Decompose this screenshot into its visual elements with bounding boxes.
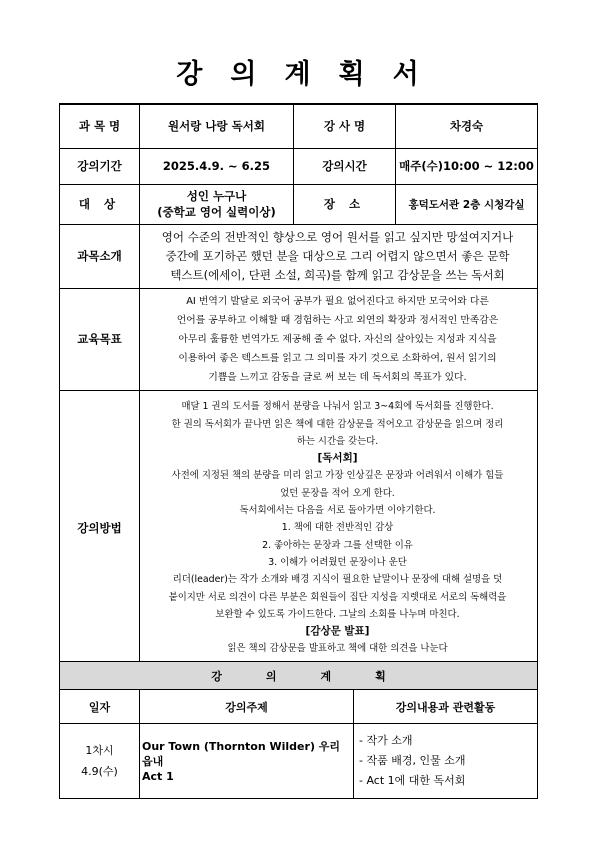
period-label: 강의기간 xyxy=(60,148,140,184)
method-subheading: [감상문 발표] xyxy=(305,625,370,638)
target-line-2: (중학교 영어 실력이상) xyxy=(157,205,276,219)
title-char: 서 xyxy=(392,59,419,90)
intro-row xyxy=(60,224,538,288)
plan-heading-char: 강 xyxy=(211,669,222,683)
session-number: 1차시 xyxy=(85,744,114,757)
plan-heading-row xyxy=(60,662,538,690)
goal-line: 언어를 공부하고 이해할 때 경험하는 사고 외연의 확장과 정서적인 만족감은 xyxy=(176,314,499,326)
topic-line: Act 1 xyxy=(142,769,174,783)
goal-label: 교육목표 xyxy=(60,288,140,390)
lecturer-label: 강 사 명 xyxy=(294,104,396,148)
info-row-target xyxy=(60,184,538,224)
title-char: 강 xyxy=(176,59,203,90)
method-line: 2. 좋아하는 문장과 그를 선택한 이유 xyxy=(262,539,413,551)
activity-item: - 작품 배경, 인물 소개 xyxy=(359,754,466,767)
goal-row xyxy=(60,288,538,390)
plan-heading xyxy=(60,662,538,690)
method-line: 하는 시간을 갖는다. xyxy=(296,435,379,447)
lecturer-value: 차경숙 xyxy=(396,104,538,148)
method-line: 리더(leader)는 작가 소개와 배경 지식이 필요한 낱말이나 문장에 대해 설명을 덧 xyxy=(172,574,503,586)
method-line: 붙이지만 서로 의견이 다른 부분은 회원들이 집단 지성을 지렛대로 서로의 독해력을 xyxy=(168,591,507,603)
method-line: 3. 이해가 어려웠던 문장이나 운단 xyxy=(268,556,407,568)
activity-item: - Act 1에 대한 독서회 xyxy=(359,774,466,787)
goal-line: 이용하여 좋은 텍스트를 읽고 그 의미를 자기 것으로 소화하여, 원서 읽기의 xyxy=(178,352,497,364)
goal-line: AI 번역기 발달로 외국어 공부가 필요 없어진다고 하지만 모국어와 다른 xyxy=(186,295,489,307)
method-line: 1. 책에 대한 전반적인 감상 xyxy=(281,522,394,534)
col-topic-header: 강의주제 xyxy=(140,690,354,724)
method-line: 읽은 책의 감상문을 발표하고 책에 대한 의견을 나눈다 xyxy=(227,643,448,655)
topic-line: Our Town (Thornton Wilder) 우리 읍내 xyxy=(142,739,341,768)
table-row xyxy=(60,724,538,799)
activity-item: - 작가 소개 xyxy=(359,734,413,747)
method-row xyxy=(60,390,538,666)
place-label: 장 소 xyxy=(294,184,396,224)
session-cell xyxy=(60,724,140,799)
col-activities-header: 강의내용과 관련활동 xyxy=(354,690,538,724)
target-label: 대 상 xyxy=(60,184,140,224)
topic-cell xyxy=(140,724,354,799)
method-line: 매달 1 권의 도서를 정해서 분량을 나눠서 읽고 3~4회에 독서회를 진행한다. xyxy=(181,401,494,413)
intro-line: 중간에 포기하곤 했던 분을 대상으로 그리 어렵지 않으면서 좋은 문학 xyxy=(165,248,510,263)
title-char: 계 xyxy=(284,59,311,90)
goal-text xyxy=(140,288,538,390)
course-label: 과 목 명 xyxy=(60,104,140,148)
course-info-table xyxy=(59,103,538,667)
plan-heading-char: 의 xyxy=(265,669,277,683)
plan-heading-char: 획 xyxy=(375,669,386,683)
info-row-course xyxy=(60,104,538,148)
info-row-period xyxy=(60,148,538,184)
method-text xyxy=(140,390,538,666)
method-line: 었던 문장을 적어 오게 한다. xyxy=(280,487,395,499)
intro-line: 영어 수준의 전반적인 향상으로 영어 원서를 읽고 싶지만 망설여지거나 xyxy=(161,229,514,244)
course-value: 원서랑 나랑 독서회 xyxy=(140,104,294,148)
time-label: 강의시간 xyxy=(294,148,396,184)
goal-line: 기쁨을 느끼고 감동을 글로 써 보는 데 독서회의 목표가 있다. xyxy=(208,371,467,383)
title-char: 의 xyxy=(230,59,257,90)
plan-column-header-row xyxy=(60,690,538,724)
method-line: 사전에 지정된 책의 분량을 미리 읽고 가장 인상깊은 문장과 어려워서 이해가 힘들 xyxy=(171,470,504,482)
target-value xyxy=(140,184,294,224)
method-line: 보완할 수 있도록 가이드한다. 그날의 소회를 나누며 마친다. xyxy=(215,608,460,620)
period-value: 2025.4.9. ~ 6.25 xyxy=(140,148,294,184)
goal-line: 아무리 훌륭한 번역가도 제공해 줄 수 없다. 자신의 살아있는 지성과 지식을 xyxy=(178,333,497,345)
time-value: 매주(수)10:00 ~ 12:00 xyxy=(396,148,538,184)
lecture-plan-table xyxy=(59,661,538,799)
intro-label: 과목소개 xyxy=(60,224,140,288)
method-subheading: [독서회] xyxy=(317,452,358,465)
activities-cell xyxy=(354,724,538,799)
target-line-1: 성인 누구나 xyxy=(186,189,247,203)
place-value: 홍덕도서관 2층 시청각실 xyxy=(396,184,538,224)
session-date: 4.9(수) xyxy=(81,765,118,778)
method-line: 한 권의 독서회가 끝나면 읽은 책에 대한 감상문을 적어오고 감상문을 읽으며 정리 xyxy=(171,418,504,430)
intro-text xyxy=(140,224,538,288)
col-session-header: 일자 xyxy=(60,690,140,724)
page-title xyxy=(0,52,595,91)
method-label: 강의방법 xyxy=(60,390,140,666)
method-line: 독서회에서는 다음을 서로 돌아가면 이야기한다. xyxy=(239,505,436,517)
title-char: 획 xyxy=(338,59,365,90)
intro-line: 텍스트(에세이, 단편 소설, 희곡)를 함께 읽고 감상문을 쓰는 독서회 xyxy=(170,267,505,282)
plan-heading-char: 계 xyxy=(320,669,332,683)
